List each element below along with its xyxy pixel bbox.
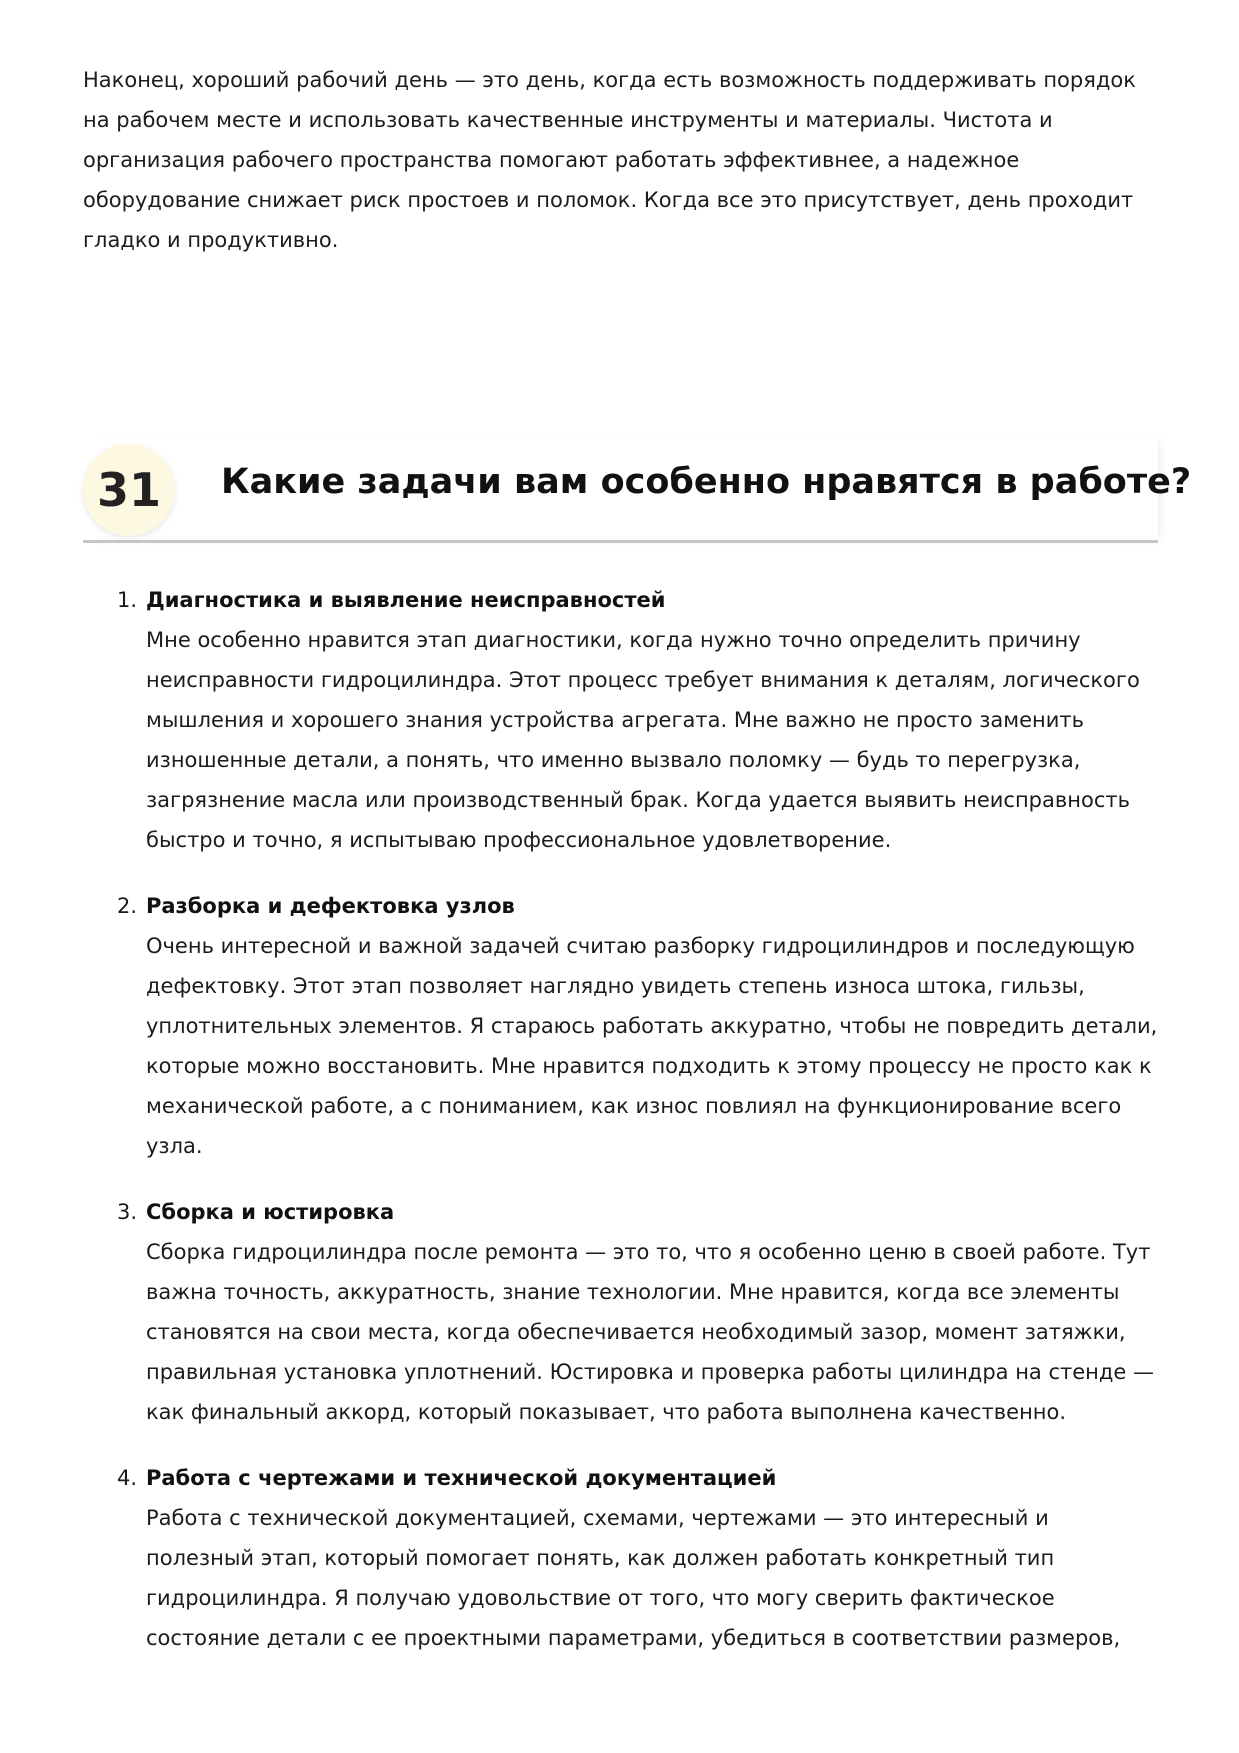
task-number: 4. <box>117 1466 138 1490</box>
task-description: Сборка гидроцилиндра после ремонта — это то, что я особенно ценю в своей работе. Тут важна точность, аккуратность, знание технологии. Мне нравится, когда все элементы становятся на свои места, когда обеспечивается необходимый зазор, момент затяжки, правильная установка уплотнений. Юстировка и проверка работы цилиндра на стенде — как финальный аккорд, который показывает, что работа выполнена качественно. <box>146 1240 1155 1424</box>
task-item <box>83 1192 1163 1432</box>
task-item <box>83 1458 1163 1658</box>
task-description: Очень интересной и важной задачей считаю разборку гидроцилиндров и последующую дефектовку. Этот этап позволяет наглядно увидеть степень износа штока, гильзы, уплотнительных элементов. Я стараюсь работать аккуратно, чтобы не повредить детали, которые можно восстановить. Мне нравится подходить к этому процессу не просто как к механической работе, а с пониманием, как износ повлиял на функционирование всего узла. <box>146 934 1158 1158</box>
task-title: Сборка и юстировка <box>146 1200 395 1224</box>
task-title: Работа с чертежами и технической документацией <box>146 1466 777 1490</box>
task-title: Диагностика и выявление неисправностей <box>146 588 666 612</box>
task-number: 2. <box>117 894 138 918</box>
task-number: 1. <box>117 588 138 612</box>
task-description: Мне особенно нравится этап диагностики, когда нужно точно определить причину неисправности гидроцилиндра. Этот процесс требует внимания к деталям, логического мышления и хорошего знания устройства агрегата. Мне важно не просто заменить изношенные детали, а понять, что именно вызвало поломку — будь то перегрузка, загрязнение масла или производственный брак. Когда удается выявить неисправность быстро и точно, я испытываю профессиональное удовлетворение. <box>146 628 1140 852</box>
task-number: 3. <box>117 1200 138 1224</box>
task-description: Работа с технической документацией, схемами, чертежами — это интересный и полезный этап, который помогает понять, как должен работать конкретный тип гидроцилиндра. Я получаю удовольствие от того, что могу сверить фактическое состояние детали с ее проектными параметрами, убедиться в соответствии размеров, <box>146 1506 1121 1650</box>
task-item <box>83 886 1163 1166</box>
task-item <box>83 580 1163 860</box>
section-title: Какие задачи вам особенно нравятся в работе? <box>221 462 1192 502</box>
intro-paragraph: Наконец, хороший рабочий день — это день, когда есть возможность поддерживать порядок на рабочем месте и использовать качественные инструменты и материалы. Чистота и организация рабочего пространства помогают работать эффективнее, а надежное оборудование снижает риск простоев и поломок. Когда все это присутствует, день проходит гладко и продуктивно. <box>83 68 1136 252</box>
section-number-badge: 31 <box>83 444 175 536</box>
section-header <box>83 436 1192 543</box>
task-list <box>83 580 1163 1684</box>
task-title: Разборка и дефектовка узлов <box>146 894 515 918</box>
